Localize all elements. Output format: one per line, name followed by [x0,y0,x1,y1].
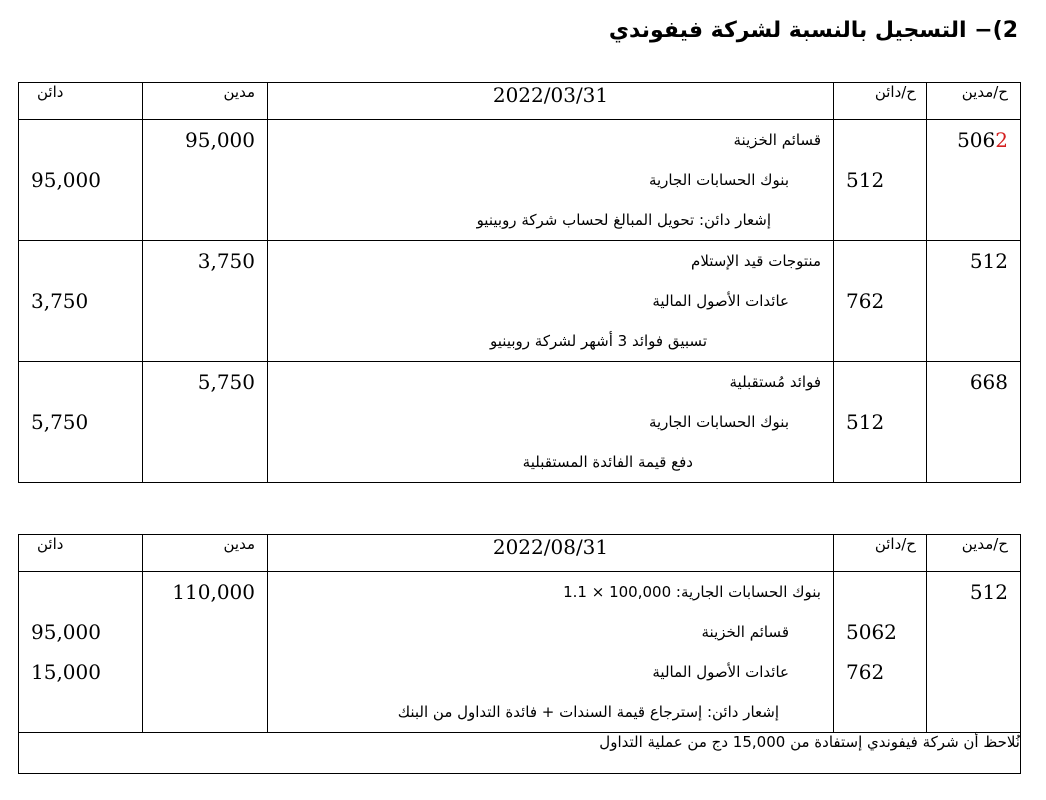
debit-column-header: مدين [143,535,268,572]
journal-entry-row [19,572,1021,733]
debit-account-number: 5062 [957,128,1008,152]
credit-column-header: دائن [19,83,143,120]
credit-account-number: 5062 [846,620,897,644]
entry-memo: دفع قيمة الفائدة المستقبلية [522,453,693,471]
section-title: 2)− التسجيل بالنسبة لشركة فيفوندي [608,18,1018,43]
credit-account-number: 762 [846,289,885,313]
note-text: نُلاحظ أن شركة فيفوندي إستفادة من 15,000 دج من عملية التداول [19,733,1021,774]
credit-account-number: 512 [846,410,885,434]
credit-account-label: قسائم الخزينة [701,623,789,641]
debit-amount: 3,750 [197,249,255,273]
journal-table-1 [18,82,1021,483]
debit-amount: 5,750 [197,370,255,394]
journal-table-2 [18,534,1021,774]
debit-account-label: بنوك الحسابات الجارية: 100,000 × 1.1 [563,583,821,601]
credit-amount: 15,000 [31,660,101,684]
credit-account-number: 512 [846,168,885,192]
entry-memo: إشعار دائن: تحويل المبالغ لحساب شركة روبينيو [476,211,771,229]
credit-column-header: دائن [19,535,143,572]
credit-account-label: عائدات الأصول المالية [652,663,789,681]
highlighted-digit: 2 [995,128,1008,152]
note-row [19,733,1021,774]
debit-account-label: فوائد مُستقبلية [729,373,821,391]
debit-amount: 110,000 [172,580,255,604]
debit-amount: 95,000 [185,128,255,152]
credit-account-label: بنوك الحسابات الجارية [648,413,789,431]
table-header-row [19,83,1021,120]
credit-account-label: بنوك الحسابات الجارية [648,171,789,189]
credit-amount: 95,000 [31,168,101,192]
journal-entry-row [19,120,1021,241]
debit-account-column-header: ح/مدين [927,83,1021,120]
journal-entry-row [19,241,1021,362]
debit-account-column-header: ح/مدين [927,535,1021,572]
credit-account-number: 762 [846,660,885,684]
debit-account-label: منتوجات قيد الإستلام [691,252,821,270]
debit-account-number: 512 [969,249,1008,273]
credit-account-column-header: ح/دائن [834,535,927,572]
credit-account-label: عائدات الأصول المالية [652,292,789,310]
credit-amount: 95,000 [31,620,101,644]
debit-account-number: 668 [969,370,1008,394]
entry-date: 2022/08/31 [268,535,834,572]
debit-column-header: مدين [143,83,268,120]
credit-amount: 3,750 [31,289,89,313]
credit-amount: 5,750 [31,410,89,434]
debit-account-number: 512 [969,580,1008,604]
table-header-row [19,535,1021,572]
journal-entry-row [19,362,1021,483]
debit-account-label: قسائم الخزينة [733,131,821,149]
entry-memo: إشعار دائن: إسترجاع قيمة السندات + فائدة التداول من البنك [397,703,779,721]
entry-date: 2022/03/31 [268,83,834,120]
credit-account-column-header: ح/دائن [834,83,927,120]
entry-memo: تسبيق فوائد 3 أشهر لشركة روبينيو [490,332,707,350]
